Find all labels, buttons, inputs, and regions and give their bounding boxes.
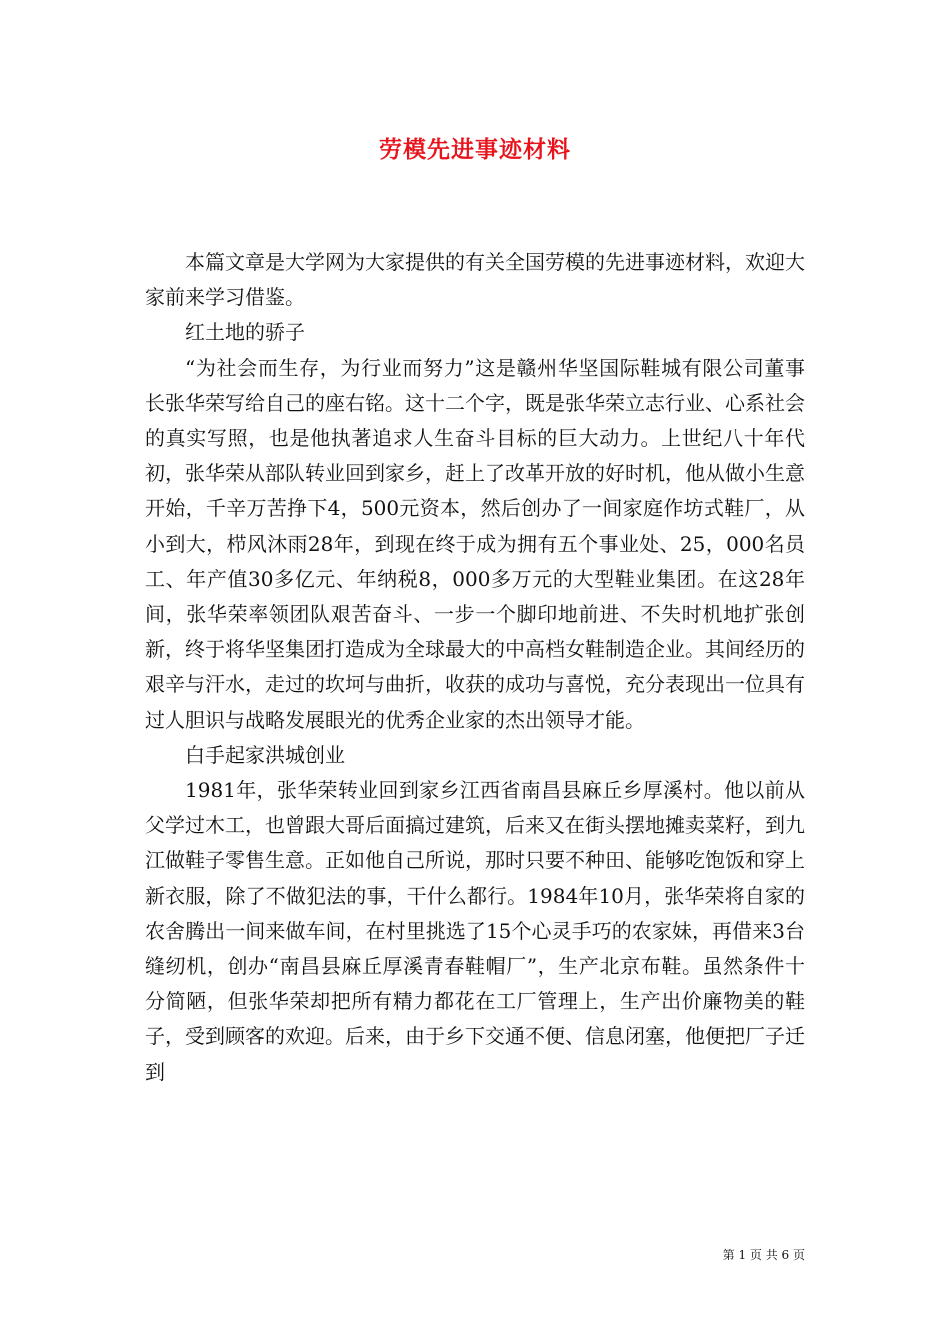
page-title: 劳模先进事迹材料 (379, 136, 571, 163)
section-heading: 红土地的骄子 (185, 320, 305, 345)
section-heading: 白手起家洪城创业 (185, 742, 345, 767)
body-paragraph: “为社会而生存，为行业而努力”这是赣州华坚国际鞋城有限公司董事长张华荣写给自己的座右铭。这十二个字，既是张华荣立志行业、心系社会的真实写照，也是他执著追求人生奋斗目标的巨大动力。上世纪八十年代初，张华荣从部队转业回到家乡，赶上了改革开放的好时机，他从做小生意开始，千辛万苦挣下4，500元资本，然后创办了一间家庭作坊式鞋厂，从小到大，栉风沐雨28年，到现在终于成为拥有五个事业处、25，000名员工、年产值30多亿元、年纳税8，000多万元的大型鞋业集团。在这28年间，张华荣率领团队艰苦奋斗、一步一个脚印地前进、不失时机地扩张创新，终于将华坚集团打造成为全球最大的中高档女鞋制造企业。其间经历的艰辛与汗水，走过的坎坷与曲折，收获的成功与喜悦，充分表现出一位具有过人胆识与战略发展眼光的优秀企业家的杰出领导才能。 (145, 355, 805, 732)
intro-paragraph: 本篇文章是大学网为大家提供的有关全国劳模的先进事迹材料，欢迎大家前来学习借鉴。 (145, 250, 805, 310)
body-paragraph: 1981年，张华荣转业回到家乡江西省南昌县麻丘乡厚溪村。他以前从父学过木工，也曾跟大哥后面搞过建筑，后来又在街头摆地摊卖菜籽，到九江做鞋子零售生意。正如他自己所说，那时只要不种田、能够吃饱饭和穿上新衣服，除了不做犯法的事，干什么都行。1984年10月，张华荣将自家的农舍腾出一间来做车间，在村里挑选了15个心灵手巧的农家妹，再借来3台缝纫机，创办“南昌县麻丘厚溪青春鞋帽厂”，生产北京布鞋。虽然条件十分简陋，但张华荣却把所有精力都花在工厂管理上，生产出价廉物美的鞋子，受到顾客的欢迎。后来，由于乡下交通不便、信息闭塞，他便把厂子迁到 (145, 778, 805, 1084)
article-body (145, 245, 805, 1090)
page-footer: 第 1 页 共 6 页 (722, 1248, 805, 1262)
